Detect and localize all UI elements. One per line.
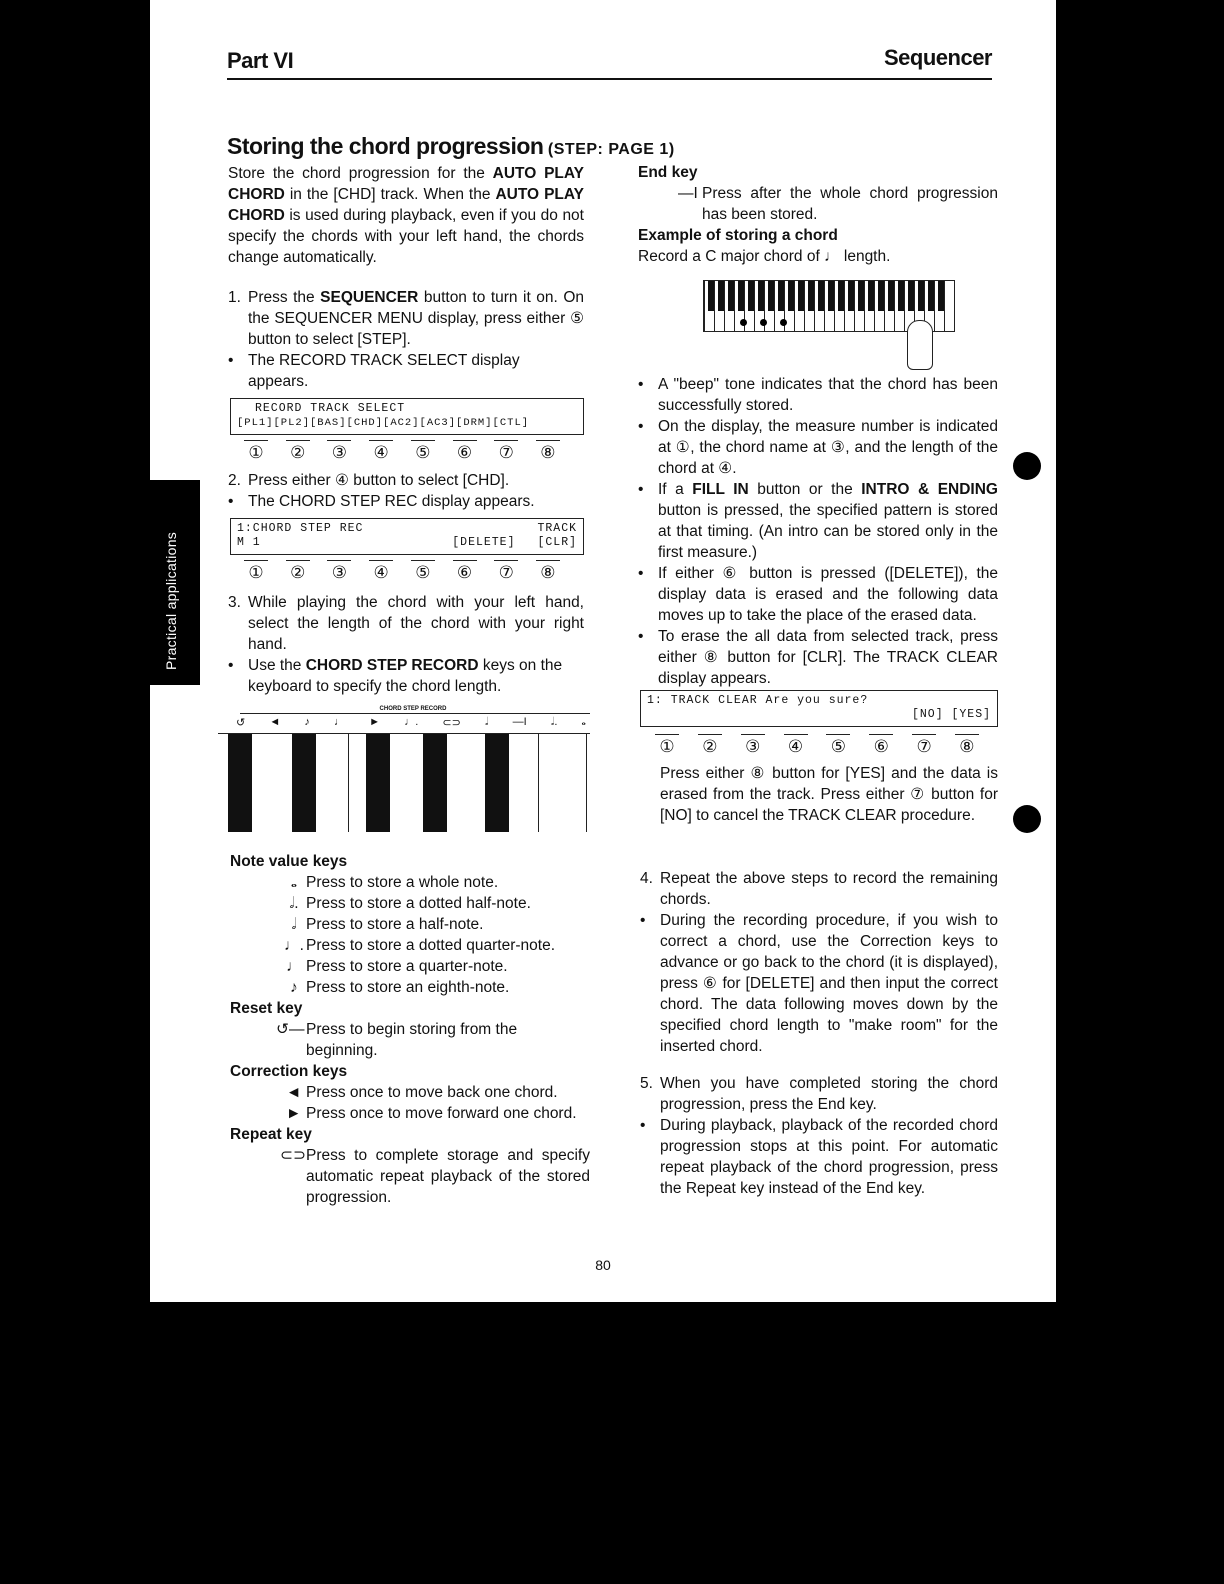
side-tab-label: Practical applications	[163, 531, 179, 670]
button-2: ②	[286, 440, 310, 463]
intro-paragraph: Store the chord progression for the AUTO PLAY CHORD in the [CHD] track. When the AUTO PLAY CHORD is used during playback, even if you do not specify the chords with your left hand, the chords change automatically.	[228, 165, 584, 266]
step-3: 3. While playing the chord with your left hand, select the length of the chord with your right hand. • Use the CHORD STEP RECORD keys on the keyboard to specify the chord length.	[228, 594, 584, 695]
lcd1-line1: RECORD TRACK SELECT	[255, 402, 406, 415]
button-8: ⑧	[536, 440, 560, 463]
section-label: Sequencer	[884, 45, 992, 70]
header-rule	[227, 78, 992, 80]
step-2: 2. Press either ④ button to select [CHD]. • The CHORD STEP REC display appears.	[228, 472, 535, 510]
margin-dot	[1013, 805, 1041, 833]
part-label: Part VI	[227, 48, 294, 73]
record-track-select-display	[230, 398, 584, 435]
hand-icon	[907, 320, 933, 370]
chord-step-rec-display: 1:CHORD STEP REC TRACK M 1 [DELETE] [CLR]	[230, 518, 584, 555]
buttons-row-3: ① ② ③ ④ ⑤ ⑥ ⑦ ⑧	[655, 734, 979, 757]
lcd1-line2: [PL1][PL2][BAS][CHD][AC2][AC3][DRM][CTL]	[237, 417, 530, 429]
side-tab	[150, 480, 200, 685]
title-main: Storing the chord progression	[227, 133, 544, 159]
right-bullets: • A "beep" tone indicates that the chord has been successfully stored. • On the display, the measure number is indicated at ①, the chord name at ③, and the length of the chord at ④. • If a FILL IN button or the INTRO & ENDING button is pressed, the specified pattern is stored at that timing. (An intro can be stored only in the first measure.) • If either ⑥ button is pressed ([DELETE]), the display data is erased and the following data moves up to take the place of the erased data. • To erase the all data from selected track, press either ⑧ button for [CLR]. The TRACK CLEAR display appears.	[638, 376, 998, 687]
title-sub: (STEP: PAGE 1)	[547, 141, 675, 158]
note-value-keys: Note value keys 𝅝 Press to store a whole note. 𝅗𝅥. Press to store a dotted half-note. 𝅗𝅥 Press to store a half-note. ♩. Press to store a dotted quarter-note. ♩ Press to store a quarter-note. ♪ Press to store an eighth-note. Reset key ↺— Press to begin storing from the beginning. Correction keys ◄ Press once to move back one chord. ► Press once to move forward one chord. Repeat key ⊂⊃ Press to complete storage and specify automatic repeat playback of the stored progression.	[230, 853, 590, 1206]
button-6: ⑥	[453, 440, 477, 463]
button-4: ④	[369, 440, 393, 463]
track-clear-text: Press either ⑧ button for [YES] and the data is erased from the track. Press either ⑦ button for [NO] to cancel the TRACK CLEAR procedure.	[660, 765, 998, 824]
section-title	[227, 133, 675, 160]
button-3: ③	[327, 440, 351, 463]
track-clear-display: 1: TRACK CLEAR Are you sure? [NO] [YES]	[640, 690, 998, 727]
buttons-row-1	[244, 440, 560, 463]
kbd-symbols: ↺ ◄ ♪ ♩ ► ♩. ⊂⊃ 𝅗𝅥 —I 𝅗𝅥. 𝅝	[236, 716, 586, 729]
manual-page	[150, 0, 1056, 1302]
button-5: ⑤	[411, 440, 435, 463]
page-number: 80	[595, 1257, 611, 1273]
margin-dot	[1013, 452, 1041, 480]
step-5: 5. When you have completed storing the chord progression, press the End key. • During playback, playback of the recorded chord progression stops at this point. For automatic repeat playback of the chord progression, press the Repeat key instead of the End key.	[640, 1075, 998, 1197]
button-1: ①	[244, 440, 268, 463]
button-7: ⑦	[494, 440, 518, 463]
end-key: End key —I Press after the whole chord progression has been stored. Example of storing a chord Record a C major chord of ♩ length.	[638, 164, 998, 265]
step-1: 1. Press the SEQUENCER button to turn it on. On the SEQUENCER MENU display, press either ⑤ button to select [STEP]. • The RECORD TRACK SELECT display appears.	[228, 289, 584, 390]
buttons-row-2: ① ② ③ ④ ⑤ ⑥ ⑦ ⑧	[244, 560, 560, 583]
step-4: 4. Repeat the above steps to record the remaining chords. • During the recording procedure, if you wish to correct a chord, use the Correction keys to advance or go back to the chord (it is displayed), press ⑥ for [DELETE] and then input the correct chord. The data following moves down by the specified chord length to "make room" for the inserted chord.	[640, 870, 998, 1055]
kbd-caption: CHORD STEP RECORD	[379, 706, 447, 712]
chord-step-keyboard	[218, 733, 590, 834]
